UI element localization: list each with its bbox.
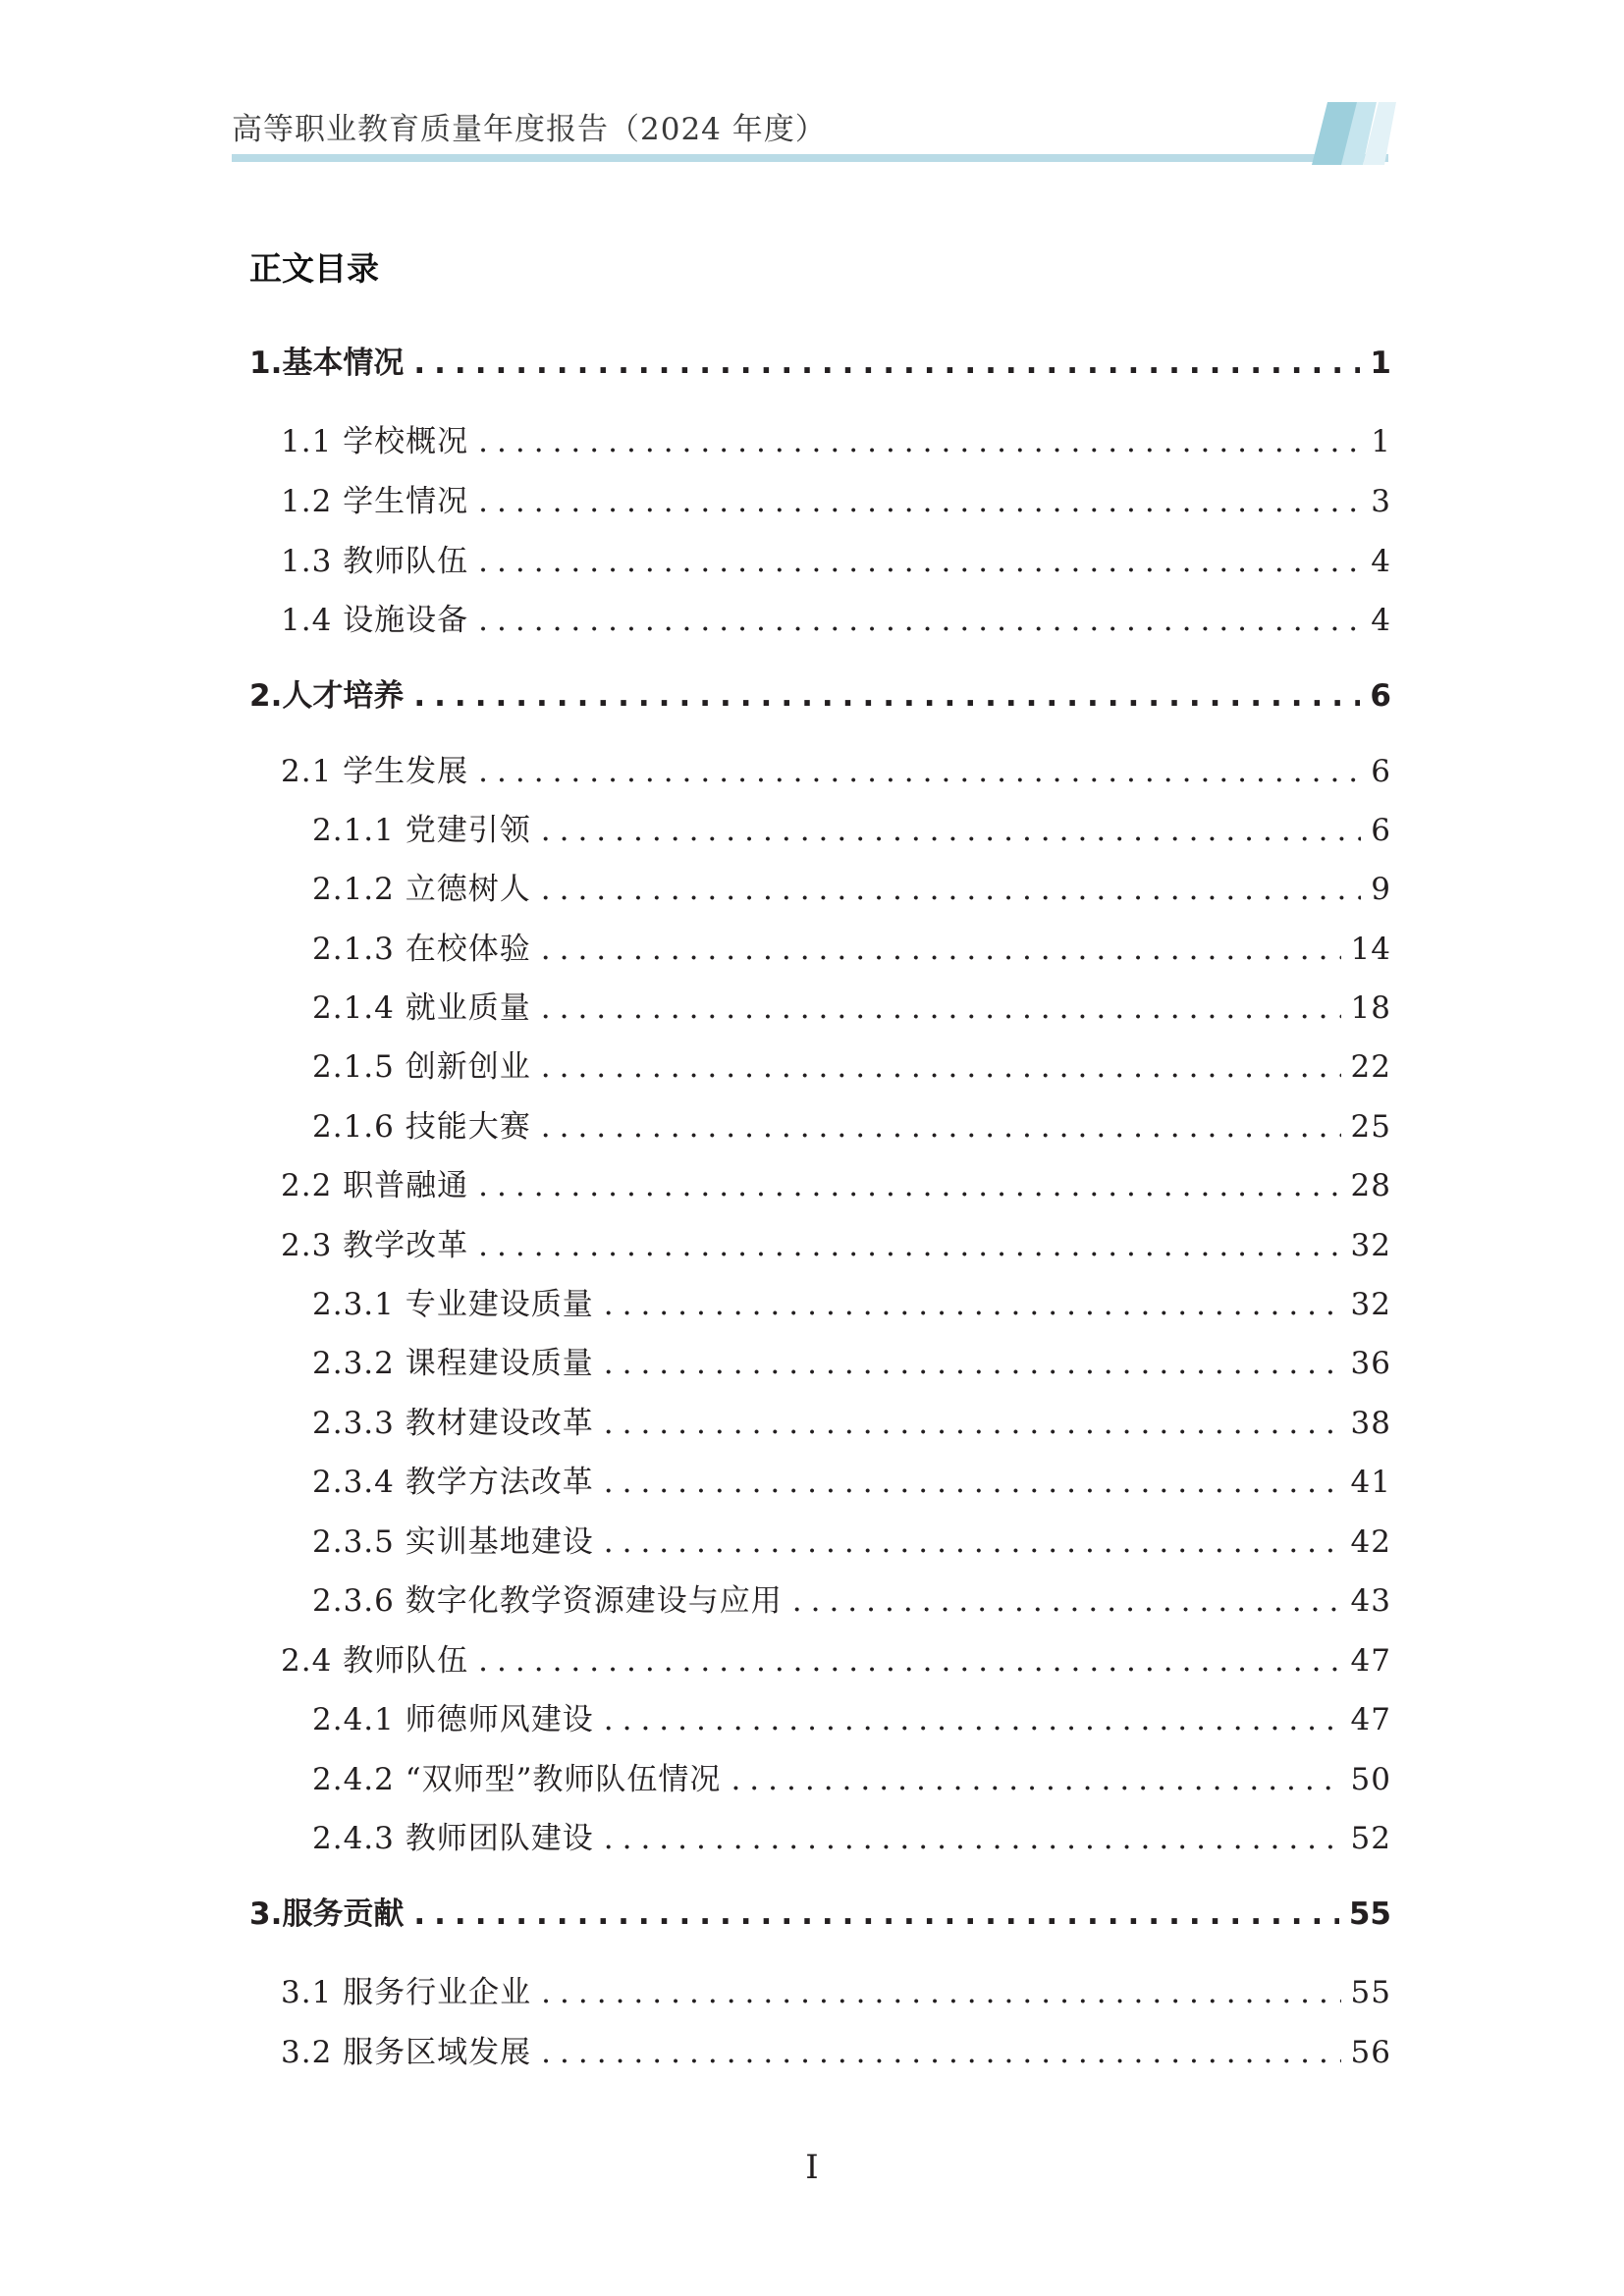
toc-leader-dots [731,1762,1340,1797]
toc-entry-page: 9 [1371,872,1391,907]
toc-leader-dots [541,1109,1341,1145]
toc-leader-dots [541,813,1362,848]
toc-leader-dots [541,872,1362,907]
toc-entry-page: 1 [1370,346,1391,381]
toc-leader-dots [792,1583,1341,1619]
toc-entry-page: 43 [1350,1583,1391,1619]
toc-entry-page: 22 [1350,1049,1391,1085]
toc-leader-dots [413,346,1360,381]
toc-entry-page: 14 [1350,932,1391,967]
toc-entry[interactable] [281,536,1391,579]
toc-entry-page: 32 [1350,1228,1391,1263]
toc-entry[interactable] [281,595,1391,638]
toc-entry-page: 32 [1350,1287,1391,1322]
toc-entry[interactable] [281,746,1391,789]
toc-entry-label: 2.3 教学改革 [281,1228,469,1263]
toc-entry-page: 55 [1348,1896,1391,1932]
toc-entry-page: 28 [1350,1168,1391,1203]
toc-entry[interactable] [281,416,1391,459]
page-number: I [805,2148,819,2187]
toc-entry-page: 4 [1371,603,1391,638]
toc-entry-label: 3.2 服务区域发展 [281,2035,532,2070]
toc-entry-page: 41 [1350,1465,1391,1500]
toc-leader-dots [478,484,1361,519]
toc-entry-page: 42 [1350,1524,1391,1560]
toc-entry-label: 2.1.3 在校体验 [312,932,531,967]
page-header [0,0,1624,167]
toc-entry[interactable] [312,1338,1391,1381]
toc-entry[interactable] [249,1889,1391,1932]
toc-entry-page: 1 [1371,424,1391,459]
toc-leader-dots [604,1287,1341,1322]
toc-entry[interactable] [312,1517,1391,1560]
toc-entry[interactable] [281,476,1391,519]
toc-entry[interactable] [281,1220,1391,1263]
toc-entry-page: 56 [1350,2035,1391,2070]
toc-entry-label: 2.1 学生发展 [281,754,469,789]
toc-entry-page: 18 [1350,990,1391,1026]
toc-entry-label: 3.服务贡献 [249,1896,405,1932]
toc-leader-dots [541,1049,1341,1085]
toc-entry[interactable] [312,983,1391,1026]
toc-heading: 正文目录 [249,249,379,288]
toc-entry-page: 38 [1350,1406,1391,1441]
toc-entry[interactable] [312,1279,1391,1322]
toc-leader-dots [478,424,1361,459]
toc-entry-page: 6 [1370,678,1391,714]
toc-entry-label: 1.基本情况 [249,346,405,381]
toc-entry[interactable] [312,1398,1391,1441]
toc-entry[interactable] [312,1041,1391,1085]
toc-entry[interactable] [312,1694,1391,1737]
toc-entry-label: 2.3.5 实训基地建设 [312,1524,594,1560]
toc-entry-label: 2.1.2 立德树人 [312,872,531,907]
toc-entry-page: 52 [1350,1821,1391,1856]
toc-entry-page: 3 [1371,484,1391,519]
toc-entry-label: 2.1.1 党建引领 [312,813,531,848]
toc-entry[interactable] [312,805,1391,848]
toc-leader-dots [541,1975,1340,2010]
toc-entry-page: 47 [1350,1643,1391,1679]
toc-entry[interactable] [312,1754,1391,1797]
toc-entry-page: 6 [1371,813,1391,848]
toc-entry-label: 1.1 学校概况 [281,424,469,459]
toc-entry[interactable] [312,1575,1391,1619]
toc-entry[interactable] [312,1813,1391,1856]
toc-entry-label: 1.4 设施设备 [281,603,469,638]
toc-leader-dots [541,990,1341,1026]
toc-leader-dots [604,1821,1341,1856]
toc-leader-dots [413,678,1360,714]
toc-entry-label: 2.4.3 教师团队建设 [312,1821,594,1856]
toc-leader-dots [541,2035,1340,2070]
toc-leader-dots [478,603,1361,638]
toc-entry-label: 1.3 教师队伍 [281,544,469,579]
toc-entry-label: 3.1 服务行业企业 [281,1975,532,2010]
toc-entry[interactable] [312,864,1391,907]
toc-entry-page: 4 [1371,544,1391,579]
toc-leader-dots [478,1228,1340,1263]
toc-leader-dots [604,1406,1341,1441]
toc-entry[interactable] [249,338,1391,381]
toc-entry[interactable] [281,1967,1391,2010]
toc-entry-label: 2.4.1 师德师风建设 [312,1702,594,1737]
toc-leader-dots [541,932,1341,967]
toc-leader-dots [478,754,1361,789]
toc-entry-page: 50 [1350,1762,1391,1797]
toc-entry-page: 47 [1350,1702,1391,1737]
toc-entry-label: 2.人才培养 [249,678,405,714]
toc-entry-label: 2.2 职普融通 [281,1168,469,1203]
toc-leader-dots [478,1168,1340,1203]
toc-leader-dots [604,1346,1341,1381]
toc-leader-dots [478,1643,1340,1679]
toc-entry-label: 2.3.2 课程建设质量 [312,1346,594,1381]
report-title: 高等职业教育质量年度报告（2024 年度） [232,112,827,147]
header-decoration-icon [1306,102,1404,165]
toc-leader-dots [413,1896,1339,1932]
toc-entry-label: 2.1.4 就业质量 [312,990,531,1026]
toc-entry-label: 2.3.3 教材建设改革 [312,1406,594,1441]
toc-entry[interactable] [312,1457,1391,1500]
toc-entry-label: 2.3.1 专业建设质量 [312,1287,594,1322]
toc-entry[interactable] [281,1635,1391,1679]
toc-entry-page: 55 [1350,1975,1391,2010]
toc-entry-label: 2.3.6 数字化教学资源建设与应用 [312,1583,783,1619]
toc-entry[interactable] [312,1101,1391,1145]
toc-entry-label: 1.2 学生情况 [281,484,469,519]
toc-leader-dots [604,1524,1341,1560]
toc-entry-label: 2.1.6 技能大赛 [312,1109,531,1145]
toc-entry-page: 36 [1350,1346,1391,1381]
toc-leader-dots [478,544,1361,579]
toc-leader-dots [604,1465,1341,1500]
toc-entry-label: 2.3.4 教学方法改革 [312,1465,594,1500]
toc-entry-label: 2.4.2 “双师型”教师队伍情况 [312,1762,722,1797]
toc-entry-label: 2.1.5 创新创业 [312,1049,531,1085]
toc-entry[interactable] [281,1160,1391,1203]
toc-entry[interactable] [281,2027,1391,2070]
header-rule [232,154,1388,162]
toc-entry[interactable] [249,670,1391,714]
toc-entry-page: 25 [1350,1109,1391,1145]
toc-leader-dots [604,1702,1341,1737]
toc-entry-page: 6 [1371,754,1391,789]
toc-entry[interactable] [312,924,1391,967]
toc-entry-label: 2.4 教师队伍 [281,1643,469,1679]
